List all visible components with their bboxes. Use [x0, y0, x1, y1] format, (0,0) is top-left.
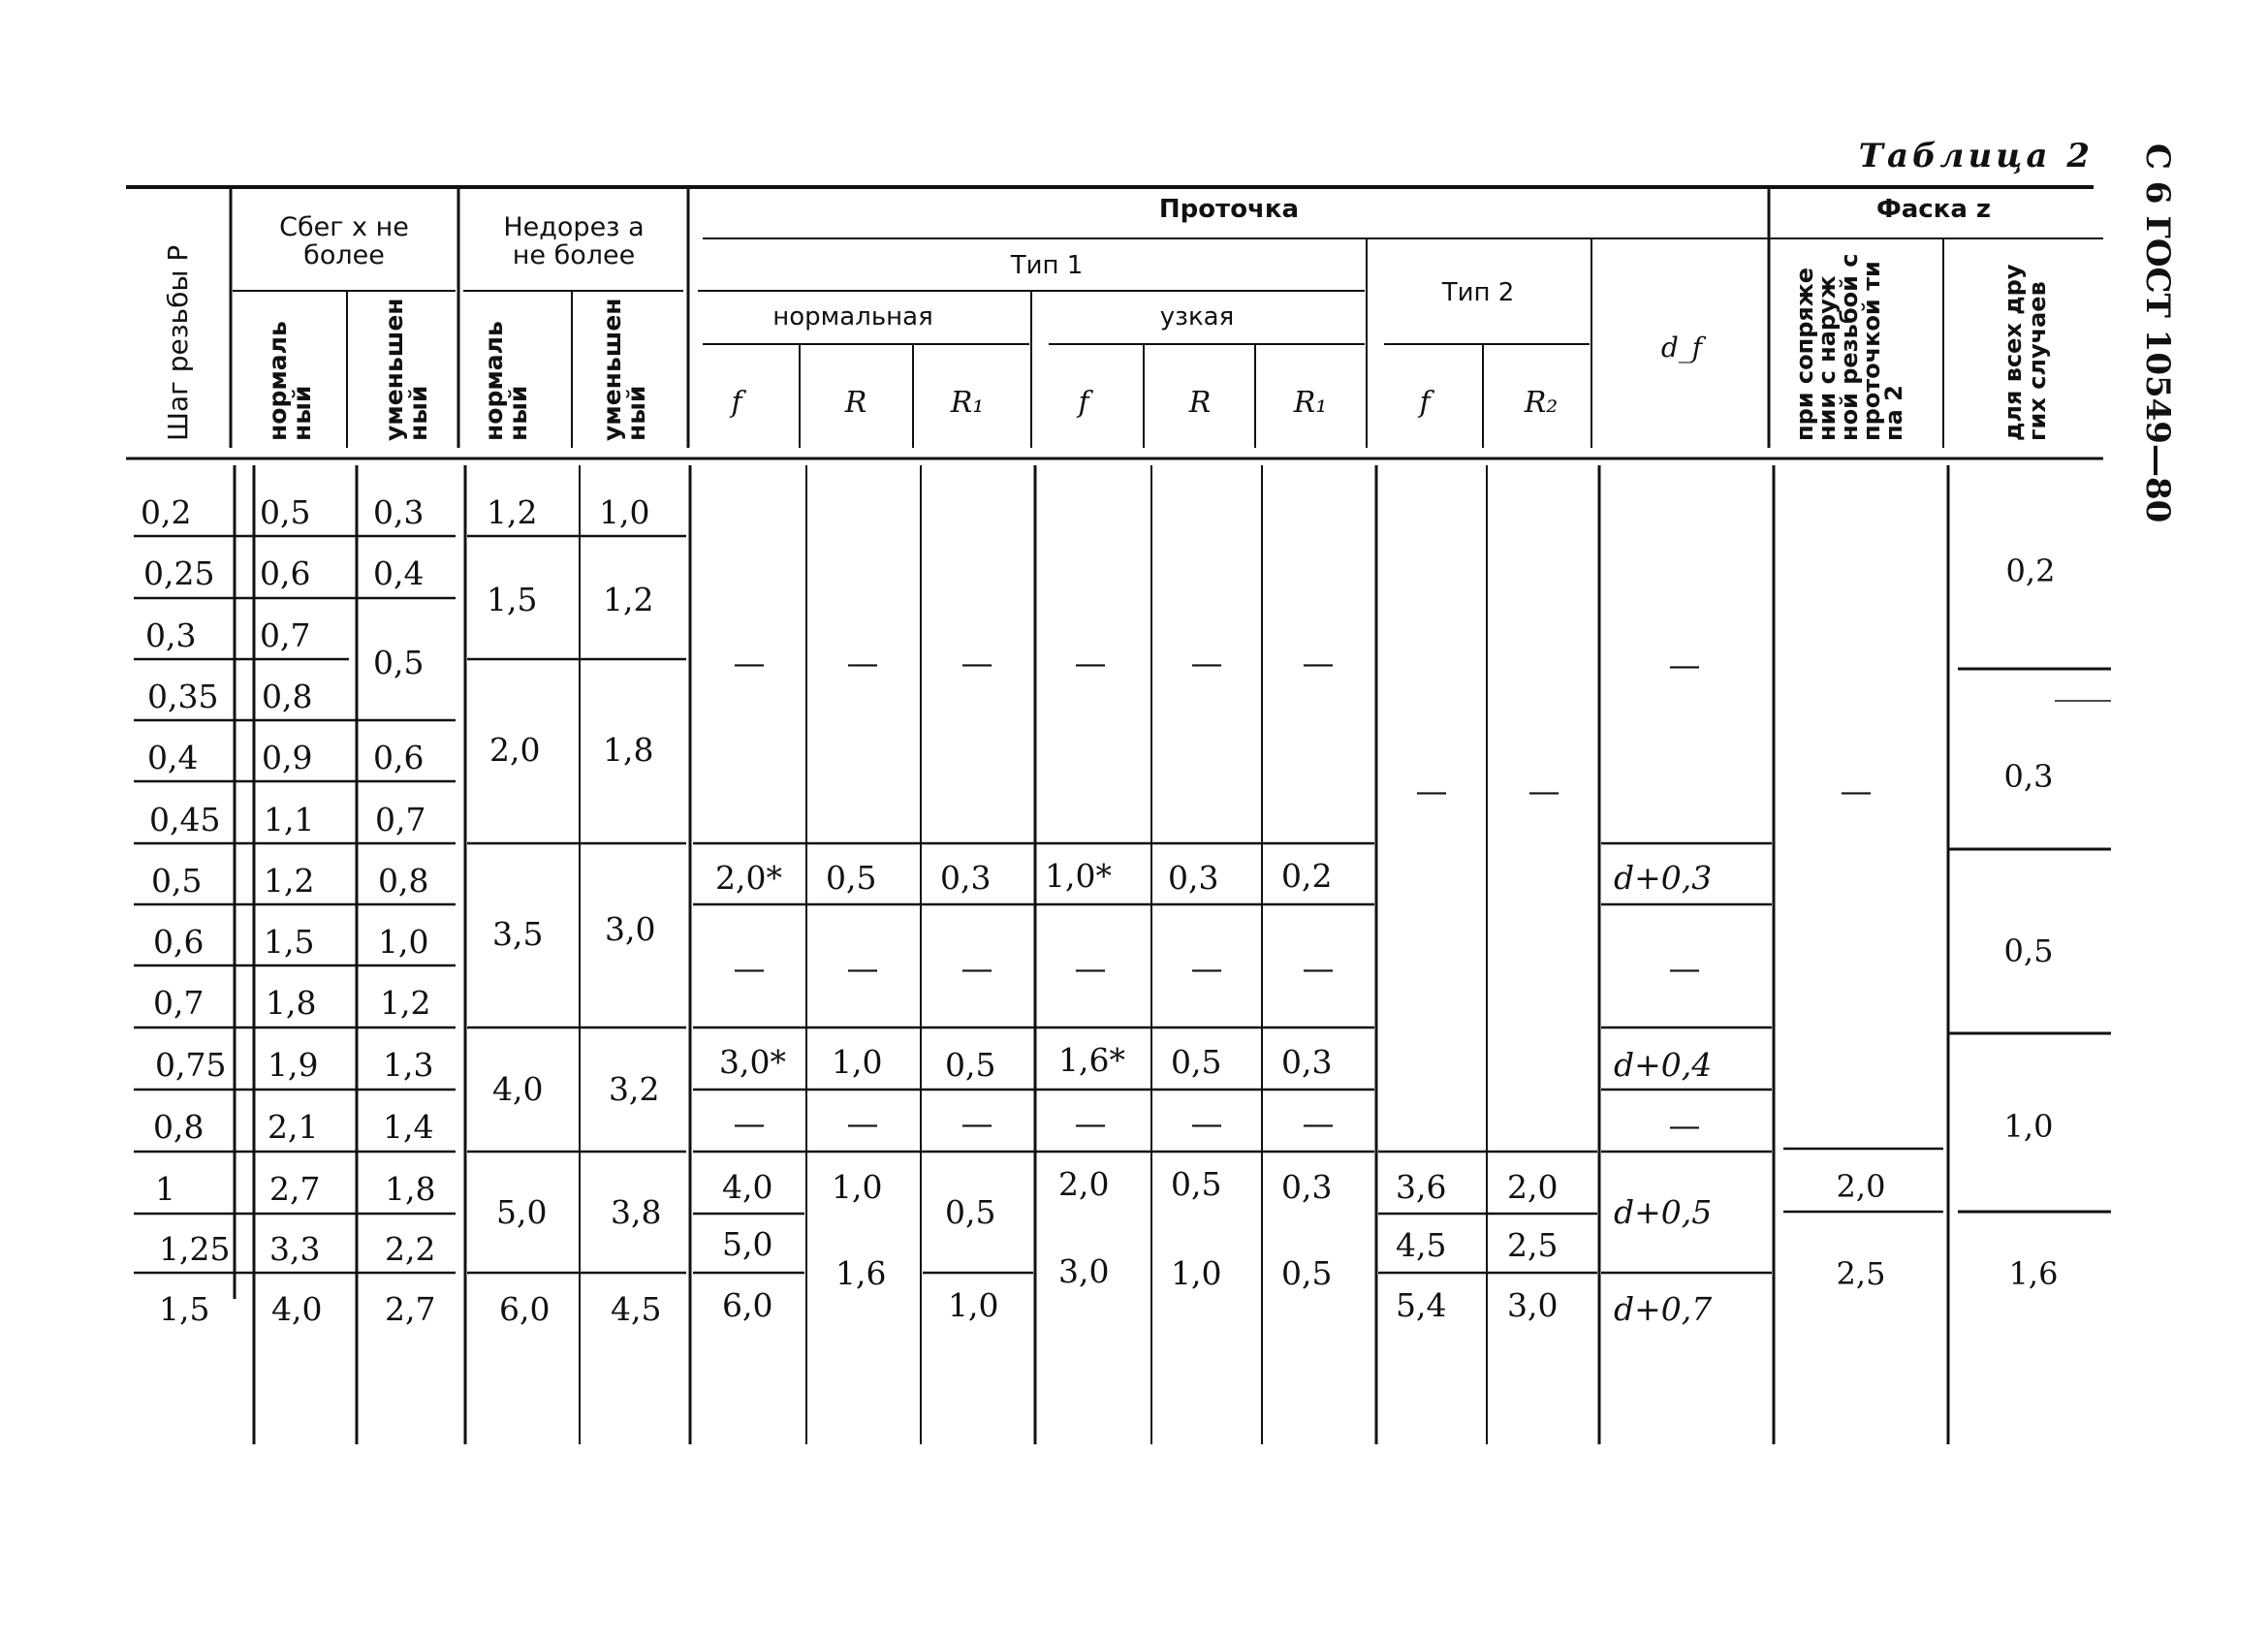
- pitch-cell: 1,25: [159, 1230, 231, 1268]
- runout-normal-cell: 0,5: [260, 493, 311, 531]
- groove-f-narrow-cell: 3,0: [1058, 1252, 1110, 1290]
- type2-r2-cell: 2,5: [1507, 1226, 1559, 1264]
- undercut-reduced-cell: 3,2: [609, 1070, 660, 1108]
- groove-f-cell: 5,0: [722, 1225, 773, 1263]
- f-header-normal: f: [731, 386, 742, 420]
- runout-header-line1: Сбег x не: [279, 212, 409, 242]
- df-header: d_f: [1660, 332, 1703, 364]
- dash-cell: —: [846, 949, 879, 987]
- undercut-normal-cell: 5,0: [496, 1193, 548, 1231]
- undercut-normal-cell: 3,5: [492, 915, 544, 953]
- runout-reduced-cell: 1,0: [378, 923, 429, 961]
- undercut-reduced-cell: 1,0: [599, 493, 650, 531]
- runout-normal-cell: 4,0: [271, 1290, 323, 1328]
- undercut-normal-cell: 6,0: [499, 1290, 551, 1328]
- runout-normal-cell: 1,2: [264, 862, 315, 900]
- runout-normal-cell: 1,1: [264, 801, 315, 838]
- df-cell: d+0,3: [1614, 859, 1713, 897]
- undercut-normal-header-1: нормаль: [480, 321, 508, 441]
- r1-header-normal: R₁: [950, 386, 985, 420]
- chamfer-other-cell: 1,0: [2003, 1108, 2054, 1145]
- runout-reduced-cell: 0,8: [378, 862, 429, 900]
- chamfer-mating-line4: проточкой ти: [1858, 261, 1885, 441]
- r-header-normal: R: [844, 386, 867, 420]
- groove-r1-narrow-cell: 0,2: [1281, 857, 1333, 895]
- runout-reduced-cell: 0,7: [375, 801, 426, 838]
- chamfer-other-cell: 0,2: [2005, 553, 2056, 589]
- runout-normal-cell: 0,8: [262, 678, 313, 715]
- undercut-header-line2: не более: [512, 240, 636, 270]
- undercut-reduced-cell: 3,0: [605, 910, 656, 948]
- groove-f-narrow-cell: 2,0: [1058, 1165, 1110, 1203]
- runout-normal-cell: 0,6: [260, 554, 311, 592]
- runout-reduced-cell: 1,8: [385, 1170, 436, 1208]
- runout-normal-cell: 1,8: [266, 984, 317, 1022]
- chamfer-other-cell: 0,5: [2003, 933, 2054, 969]
- dash-cell: —: [961, 644, 993, 681]
- dash-cell: —: [1840, 772, 1873, 809]
- pitch-cell: 0,4: [147, 739, 199, 776]
- dash-cell: —: [733, 644, 766, 681]
- df-cell: d+0,4: [1614, 1046, 1713, 1084]
- dash-cell: —: [846, 644, 879, 681]
- groove-r1-narrow-cell: 0,5: [1281, 1254, 1333, 1292]
- pitch-cell: 0,5: [151, 862, 203, 900]
- type1-header: Тип 1: [1010, 251, 1084, 280]
- dash-cell: —: [1668, 949, 1701, 987]
- runout-reduced-cell: 2,7: [385, 1290, 436, 1328]
- runout-normal-cell: 2,7: [269, 1170, 321, 1208]
- runout-reduced-cell: 0,3: [373, 493, 425, 531]
- groove-f-narrow-cell: 1,6*: [1058, 1041, 1125, 1079]
- undercut-reduced-header-2: ный: [622, 385, 650, 441]
- runout-normal-cell: 2,1: [268, 1108, 319, 1146]
- runout-reduced-cell: 0,6: [373, 739, 425, 776]
- pitch-cell: 0,3: [145, 616, 197, 654]
- runout-normal-cell: 1,5: [264, 923, 315, 961]
- dash-cell: —: [1190, 644, 1223, 681]
- dash-cell: —: [1074, 949, 1107, 987]
- df-cell: d+0,5: [1614, 1193, 1713, 1231]
- type2-r2-cell: 3,0: [1507, 1286, 1559, 1324]
- runout-reduced-cell: 2,2: [385, 1230, 436, 1268]
- r1-header-narrow: R₁: [1293, 386, 1328, 420]
- runout-normal-cell: 3,3: [269, 1230, 321, 1268]
- type2-f-cell: 5,4: [1396, 1286, 1447, 1324]
- chamfer-header: Фаска z: [1875, 195, 1992, 224]
- undercut-reduced-cell: 3,8: [611, 1193, 662, 1231]
- dash-cell: —: [1302, 1104, 1335, 1142]
- dash-cell: —: [1074, 1104, 1107, 1142]
- dash-cell: —: [961, 1104, 993, 1142]
- pitch-cell: 0,45: [149, 801, 221, 838]
- dash-cell: —: [1302, 644, 1335, 681]
- groove-r-cell: 1,6: [835, 1254, 887, 1292]
- runout-normal-cell: 0,7: [260, 616, 311, 654]
- groove-f-cell: 4,0: [722, 1168, 773, 1206]
- runout-normal-cell: 1,9: [268, 1046, 319, 1084]
- undercut-header-line1: Недорез a: [503, 212, 645, 242]
- runout-reduced-cell: 1,4: [383, 1108, 434, 1146]
- narrow-header: узкая: [1159, 302, 1235, 332]
- undercut-normal-cell: 1,5: [487, 581, 538, 618]
- groove-f-narrow-cell: 1,0*: [1045, 857, 1112, 895]
- pitch-cell: 0,75: [155, 1046, 227, 1084]
- undercut-normal-header-2: ный: [504, 385, 532, 441]
- dash-cell: —: [733, 949, 766, 987]
- runout-reduced-cell: 1,3: [383, 1046, 434, 1084]
- dash-cell: —: [846, 1104, 879, 1142]
- undercut-reduced-header-1: уменьшен: [598, 298, 626, 441]
- chamfer-other-cell: 0,3: [2003, 758, 2054, 795]
- groove-header: Проточка: [1158, 195, 1300, 224]
- dash-cell: —: [1190, 1104, 1223, 1142]
- groove-r1-cell: 0,5: [945, 1193, 996, 1231]
- normal-width-header: нормальная: [772, 302, 933, 332]
- pitch-cell: 1: [155, 1170, 175, 1208]
- runout-reduced-cell: 0,4: [373, 554, 425, 592]
- r2-header-type2: R₂: [1524, 386, 1559, 420]
- chamfer-mating-line1: при сопряже: [1791, 268, 1818, 441]
- table-body: [141, 493, 2058, 1328]
- pitch-header: Шаг резьбы P: [162, 244, 194, 441]
- dash-cell: —: [1415, 772, 1448, 809]
- dash-cell: —: [1190, 949, 1223, 987]
- dash-cell: —: [1528, 772, 1560, 809]
- f-header-type2: f: [1419, 386, 1431, 420]
- groove-f-cell: 3,0*: [719, 1043, 786, 1081]
- runout-header-line2: более: [303, 240, 385, 270]
- groove-r1-narrow-cell: 0,3: [1281, 1168, 1333, 1206]
- chamfer-other-line2: гих случаев: [2024, 281, 2051, 441]
- type2-f-cell: 4,5: [1396, 1226, 1447, 1264]
- dash-cell: —: [1668, 1106, 1701, 1144]
- type2-header: Тип 2: [1441, 278, 1515, 307]
- runout-reduced-header-1: уменьшен: [380, 298, 408, 441]
- runout-normal-header-1: нормаль: [264, 321, 292, 441]
- groove-f-cell: 2,0*: [715, 859, 782, 897]
- pitch-cell: 0,8: [153, 1108, 205, 1146]
- groove-f-cell: 6,0: [722, 1286, 773, 1324]
- runout-normal-header-2: ный: [288, 385, 316, 441]
- table-title: Таблица 2: [1858, 137, 2094, 175]
- chamfer-mating-line5: па 2: [1880, 385, 1907, 441]
- dash-cell: —: [961, 949, 993, 987]
- chamfer-mating-cell: 2,5: [1836, 1255, 1886, 1292]
- pitch-cell: 0,2: [141, 493, 192, 531]
- runout-reduced-cell: 0,5: [373, 644, 425, 681]
- undercut-reduced-cell: 1,2: [603, 581, 654, 618]
- type2-f-cell: 3,6: [1396, 1168, 1447, 1206]
- undercut-normal-cell: 1,2: [487, 493, 538, 531]
- standard-side-label: С 6 ГОСТ 10549—80: [2138, 143, 2177, 523]
- pitch-cell: 1,5: [159, 1290, 210, 1328]
- undercut-normal-cell: 2,0: [489, 731, 541, 769]
- f-header-narrow: f: [1078, 386, 1089, 420]
- groove-r-cell: 1,0: [832, 1043, 883, 1081]
- pitch-cell: 0,6: [153, 923, 205, 961]
- groove-r-narrow-cell: 1,0: [1171, 1254, 1222, 1292]
- dash-cell: —: [1302, 949, 1335, 987]
- chamfer-other-cell: 1,6: [2008, 1255, 2059, 1292]
- groove-r-cell: 1,0: [832, 1168, 883, 1206]
- chamfer-mating-line3: ной резьбой с: [1836, 253, 1863, 441]
- dash-cell: —: [1668, 646, 1701, 683]
- pitch-cell: 0,35: [147, 678, 219, 715]
- groove-r-narrow-cell: 0,5: [1171, 1043, 1222, 1081]
- dash-cell: —: [1074, 644, 1107, 681]
- chamfer-mating-line2: нии с наруж: [1813, 275, 1841, 441]
- pitch-cell: 0,25: [143, 554, 215, 592]
- df-cell: d+0,7: [1614, 1290, 1713, 1328]
- pitch-cell: 0,7: [153, 984, 205, 1022]
- dash-cell: —: [733, 1104, 766, 1142]
- r-header-narrow: R: [1188, 386, 1212, 420]
- undercut-reduced-cell: 4,5: [611, 1290, 662, 1328]
- groove-r1-cell: 1,0: [948, 1286, 999, 1324]
- undercut-normal-cell: 4,0: [492, 1070, 544, 1108]
- groove-r-narrow-cell: 0,3: [1168, 859, 1219, 897]
- groove-r-cell: 0,5: [826, 859, 877, 897]
- type2-r2-cell: 2,0: [1507, 1168, 1559, 1206]
- chamfer-other-line1: для всех дру: [2000, 264, 2027, 441]
- runout-reduced-cell: 1,2: [380, 984, 431, 1022]
- runout-normal-cell: 0,9: [262, 739, 313, 776]
- groove-r-narrow-cell: 0,5: [1171, 1165, 1222, 1203]
- groove-r1-narrow-cell: 0,3: [1281, 1043, 1333, 1081]
- undercut-reduced-cell: 1,8: [603, 731, 654, 769]
- chamfer-mating-cell: 2,0: [1836, 1168, 1886, 1205]
- groove-r1-cell: 0,5: [945, 1046, 996, 1084]
- runout-reduced-header-2: ный: [404, 385, 432, 441]
- groove-r1-cell: 0,3: [940, 859, 992, 897]
